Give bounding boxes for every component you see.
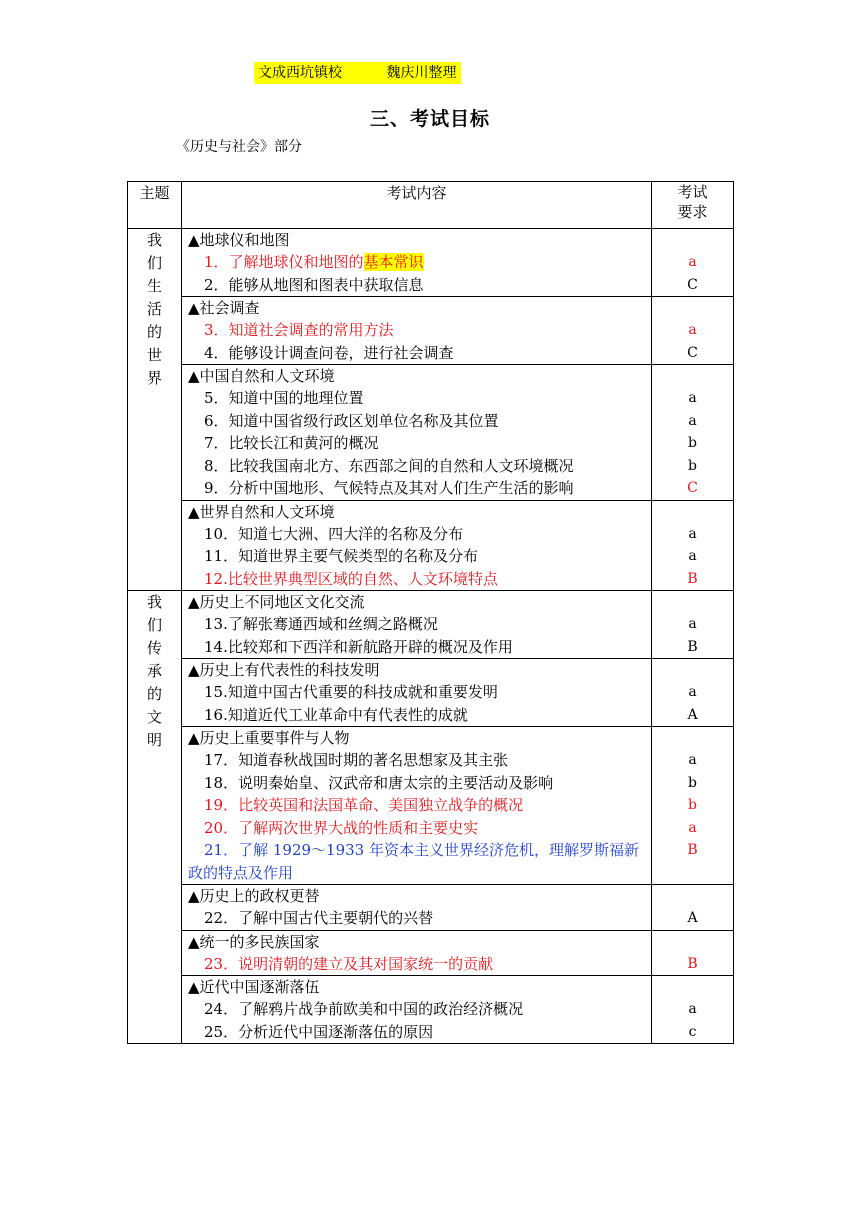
requirement-cell xyxy=(652,297,734,365)
table-row xyxy=(128,229,734,297)
content-item: 23．说明清朝的建立及其对国家统一的贡献 xyxy=(204,954,494,973)
content-item: 8．比较我国南北方、东西部之间的自然和人文环境概况 xyxy=(204,456,574,475)
section-subtitle: 《历史与社会》部分 xyxy=(176,139,302,155)
requirement-level: A xyxy=(687,706,698,723)
header-content: 考试内容 xyxy=(182,182,652,229)
content-item: 7．比较长江和黄河的概况 xyxy=(204,434,379,452)
content-item: 9．分析中国地形、气候特点及其对人们生产生活的影响 xyxy=(204,479,574,497)
requirement-level: a xyxy=(688,616,697,632)
theme-name: 我们生活的世界 xyxy=(146,231,162,387)
content-item: 13.了解张骞通西域和丝绸之路概况 xyxy=(204,615,438,633)
group-title: ▲近代中国逐渐落伍 xyxy=(188,978,320,996)
requirement-level: b xyxy=(688,457,697,474)
content-item: 4．能够设计调查问卷，进行社会调查 xyxy=(204,343,454,362)
header-requirement-text: 考试 要求 xyxy=(677,183,708,221)
requirement-cell xyxy=(652,229,734,297)
group-title: ▲世界自然和人文环境 xyxy=(188,502,335,521)
syllabus-table xyxy=(127,181,734,1044)
content-item: 20．了解两次世界大战的性质和主要史实 xyxy=(204,818,479,837)
requirement-level: C xyxy=(687,480,698,496)
group-title: ▲统一的多民族国家 xyxy=(188,932,320,951)
table-row xyxy=(128,885,734,931)
content-item: 16.知道近代工业革命中有代表性的成就 xyxy=(204,705,468,724)
group-title: ▲历史上重要事件与人物 xyxy=(188,729,350,747)
group-title: ▲历史上的政权更替 xyxy=(188,887,320,905)
requirement-level: a xyxy=(688,819,697,836)
content-cell xyxy=(182,365,652,501)
group-title: ▲历史上有代表性的科技发明 xyxy=(188,661,380,679)
content-cell xyxy=(182,297,652,365)
requirement-level: B xyxy=(687,842,698,858)
content-cell xyxy=(182,930,652,976)
requirement-level: B xyxy=(687,955,698,972)
requirement-cell xyxy=(652,885,734,931)
header-requirement xyxy=(652,182,734,229)
table-row xyxy=(128,591,734,659)
requirement-cell xyxy=(652,976,734,1044)
requirement-level: C xyxy=(687,276,698,293)
content-cell xyxy=(182,229,652,297)
group-title: ▲地球仪和地图 xyxy=(188,231,290,249)
content-item: 12.比较世界典型区域的自然、人文环境特点 xyxy=(204,569,498,588)
table-row xyxy=(128,365,734,501)
table-row xyxy=(128,727,734,885)
content-cell xyxy=(182,500,652,591)
content-item: 5．知道中国的地理位置 xyxy=(204,389,364,407)
page-title: 三、考试目标 xyxy=(369,108,490,130)
content-item: 17．知道春秋战国时期的著名思想家及其主张 xyxy=(204,751,509,769)
requirement-level: B xyxy=(687,570,698,587)
content-cell xyxy=(182,976,652,1044)
content-item: 6．知道中国省级行政区划单位名称及其位置 xyxy=(204,411,499,430)
highlighted-text: 基本常识 xyxy=(363,253,424,271)
content-cell xyxy=(182,727,652,885)
requirement-level: a xyxy=(688,752,697,768)
content-item: 2．能够从地图和图表中获取信息 xyxy=(204,275,424,294)
theme-cell xyxy=(128,591,182,1044)
content-item: 21．了解 1929～1933 年资本主义世界经济危机，理解罗斯福新政的特点及作用 xyxy=(188,841,639,882)
content-cell xyxy=(182,591,652,659)
header-theme: 主题 xyxy=(128,182,182,229)
group-title: ▲中国自然和人文环境 xyxy=(188,367,335,385)
requirement-cell xyxy=(652,659,734,727)
content-item: 14.比较郑和下西洋和新航路开辟的概况及作用 xyxy=(204,637,513,656)
requirement-cell xyxy=(652,591,734,659)
editor-name: 魏庆川整理 xyxy=(386,65,457,81)
requirement-level: a xyxy=(688,1001,697,1017)
table-header-row xyxy=(128,182,734,229)
requirement-level: b xyxy=(688,774,697,791)
content-item: 25．分析近代中国逐渐落伍的原因 xyxy=(204,1022,434,1041)
header-banner xyxy=(254,62,461,84)
requirement-cell xyxy=(652,930,734,976)
school-name: 文成西坑镇校 xyxy=(258,65,342,81)
requirement-level: B xyxy=(687,638,698,655)
requirement-cell xyxy=(652,365,734,501)
content-item: 1．了解地球仪和地图的基本常识 xyxy=(204,253,424,271)
requirement-level: a xyxy=(688,525,697,542)
theme-name: 我们传承的文明 xyxy=(146,593,162,749)
table-row xyxy=(128,659,734,727)
content-item: 22．了解中国古代主要朝代的兴替 xyxy=(204,909,434,927)
requirement-level: a xyxy=(688,254,697,270)
requirement-level: a xyxy=(688,684,697,700)
requirement-level: b xyxy=(688,435,697,451)
table-row xyxy=(128,976,734,1044)
content-item: 19．比较英国和法国革命、美国独立战争的概况 xyxy=(204,796,524,814)
requirement-cell xyxy=(652,727,734,885)
group-title: ▲历史上不同地区文化交流 xyxy=(188,593,365,611)
requirement-level: A xyxy=(687,910,698,926)
content-item: 10．知道七大洲、四大洋的名称及分布 xyxy=(204,524,464,543)
content-cell xyxy=(182,885,652,931)
table-row xyxy=(128,500,734,591)
requirement-level: b xyxy=(688,797,697,813)
requirement-cell xyxy=(652,500,734,591)
content-item: 18．说明秦始皇、汉武帝和唐太宗的主要活动及影响 xyxy=(204,773,554,792)
requirement-level: a xyxy=(688,322,697,338)
table-row xyxy=(128,930,734,976)
requirement-level: C xyxy=(687,344,698,361)
theme-cell xyxy=(128,229,182,591)
requirement-level: a xyxy=(688,548,697,564)
content-cell xyxy=(182,659,652,727)
table-row xyxy=(128,297,734,365)
requirement-level: a xyxy=(688,390,697,406)
group-title: ▲社会调查 xyxy=(188,299,260,317)
content-item: 15.知道中国古代重要的科技成就和重要发明 xyxy=(204,683,498,701)
content-item: 3．知道社会调查的常用方法 xyxy=(204,321,394,339)
content-item: 24．了解鸦片战争前欧美和中国的政治经济概况 xyxy=(204,1000,524,1018)
content-item: 11．知道世界主要气候类型的名称及分布 xyxy=(204,547,479,565)
requirement-level: c xyxy=(688,1023,697,1040)
requirement-level: a xyxy=(688,412,697,429)
